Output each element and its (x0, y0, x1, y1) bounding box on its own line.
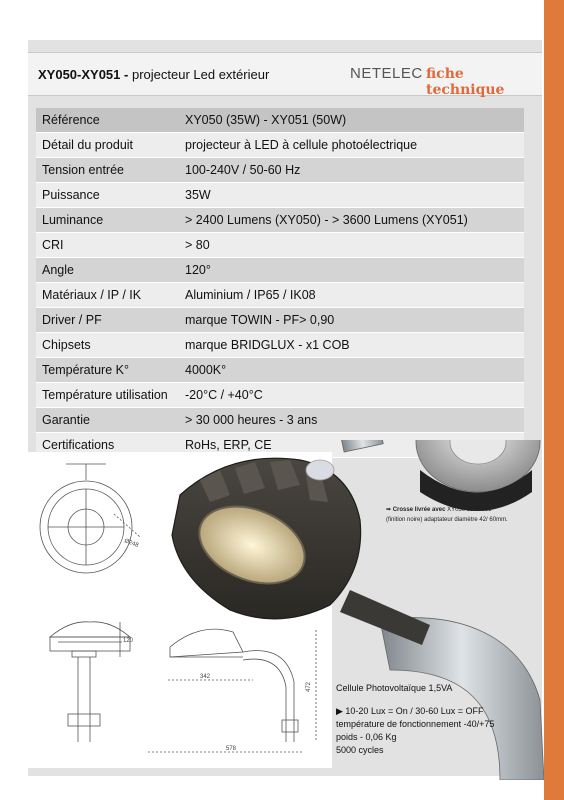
spec-value: marque BRIDGLUX - x1 COB (179, 333, 524, 358)
spec-row (36, 358, 524, 383)
header-title (38, 67, 269, 82)
spec-row (36, 333, 524, 358)
spec-value: marque TOWIN - PF> 0,90 (179, 308, 524, 333)
spec-label: Angle (36, 258, 179, 283)
spec-value: 100-240V / 50-60 Hz (179, 158, 524, 183)
spec-row (36, 183, 524, 208)
spec-label: Puissance (36, 183, 179, 208)
front-view-drawing (50, 622, 130, 742)
spec-row (36, 108, 524, 133)
spec-value: -20°C / +40°C (179, 383, 524, 408)
spec-row (36, 133, 524, 158)
spec-value: Aluminium / IP65 / IK08 (179, 283, 524, 308)
spec-label: Matériaux / IP / IK (36, 283, 179, 308)
photocell-specs (336, 682, 536, 757)
spec-label: Température utilisation (36, 383, 179, 408)
lamp-inset (340, 440, 540, 511)
arrow-icon: ➡ (386, 507, 393, 513)
top-view-drawing (40, 464, 140, 573)
spec-label: Détail du produit (36, 133, 179, 158)
height-dimension: 120 (123, 638, 134, 644)
photocell-line2: ▶ 10-20 Lux = On / 30-60 Lux = OFF (336, 706, 484, 716)
specs-table (36, 108, 524, 458)
spec-value: RoHs, ERP, CE (179, 433, 524, 458)
photocell-line5: 5000 cycles (336, 745, 384, 755)
product-subtitle: projecteur Led extérieur (131, 67, 270, 82)
brand-name: NETELEC (350, 65, 423, 82)
spec-label: Luminance (36, 208, 179, 233)
spec-label: Référence (36, 108, 179, 133)
crosse-caption (386, 505, 546, 525)
spec-label: CRI (36, 233, 179, 258)
spec-row (36, 233, 524, 258)
diameter-dimension: Ø248 (123, 538, 140, 549)
spec-label: Certifications (36, 433, 179, 458)
spec-row (36, 158, 524, 183)
spec-label: Tension entrée (36, 158, 179, 183)
spec-value: 4000K° (179, 358, 524, 383)
caption-rest: XY050 et XY051 (447, 507, 492, 513)
spec-value: > 30 000 heures - 3 ans (179, 408, 524, 433)
spec-row (36, 408, 524, 433)
model-number: XY050-XY051 - (38, 67, 129, 82)
caption-bold: Crosse livrée avec (392, 507, 446, 513)
photocell-line3: température de fonctionnement -40/+75 (336, 719, 495, 729)
spec-label: Garantie (36, 408, 179, 433)
spec-label: Chipsets (36, 333, 179, 358)
spec-value: XY050 (35W) - XY051 (50W) (179, 108, 524, 133)
spec-value: 120° (179, 258, 524, 283)
spec-value: projecteur à LED à cellule photoélectrique (179, 133, 524, 158)
spec-value: > 2400 Lumens (XY050) - > 3600 Lumens (XY051) (179, 208, 524, 233)
spec-label: Driver / PF (36, 308, 179, 333)
width-dimension: 342 (200, 674, 211, 680)
photocell-line4: poids - 0,06 Kg (336, 732, 397, 742)
photocell-line1: Cellule Photovoltaïque 1,5VA (336, 683, 453, 693)
spec-row (36, 283, 524, 308)
total-width-dimension: 578 (226, 746, 237, 752)
side-accent-strip (544, 0, 564, 800)
spec-row (36, 308, 524, 333)
spec-row (36, 258, 524, 283)
document-header (28, 52, 542, 96)
spec-row (36, 208, 524, 233)
spec-label: Température K° (36, 358, 179, 383)
total-height-dimension: 472 (306, 681, 312, 692)
spec-value: 35W (179, 183, 524, 208)
caption-line2: (finition noire) adaptateur diamètre 42/ 60mm. (386, 517, 508, 523)
lamp-head (172, 458, 361, 619)
spec-value: > 80 (179, 233, 524, 258)
spec-row (36, 383, 524, 408)
doc-type-label: fiche technique (426, 66, 505, 98)
